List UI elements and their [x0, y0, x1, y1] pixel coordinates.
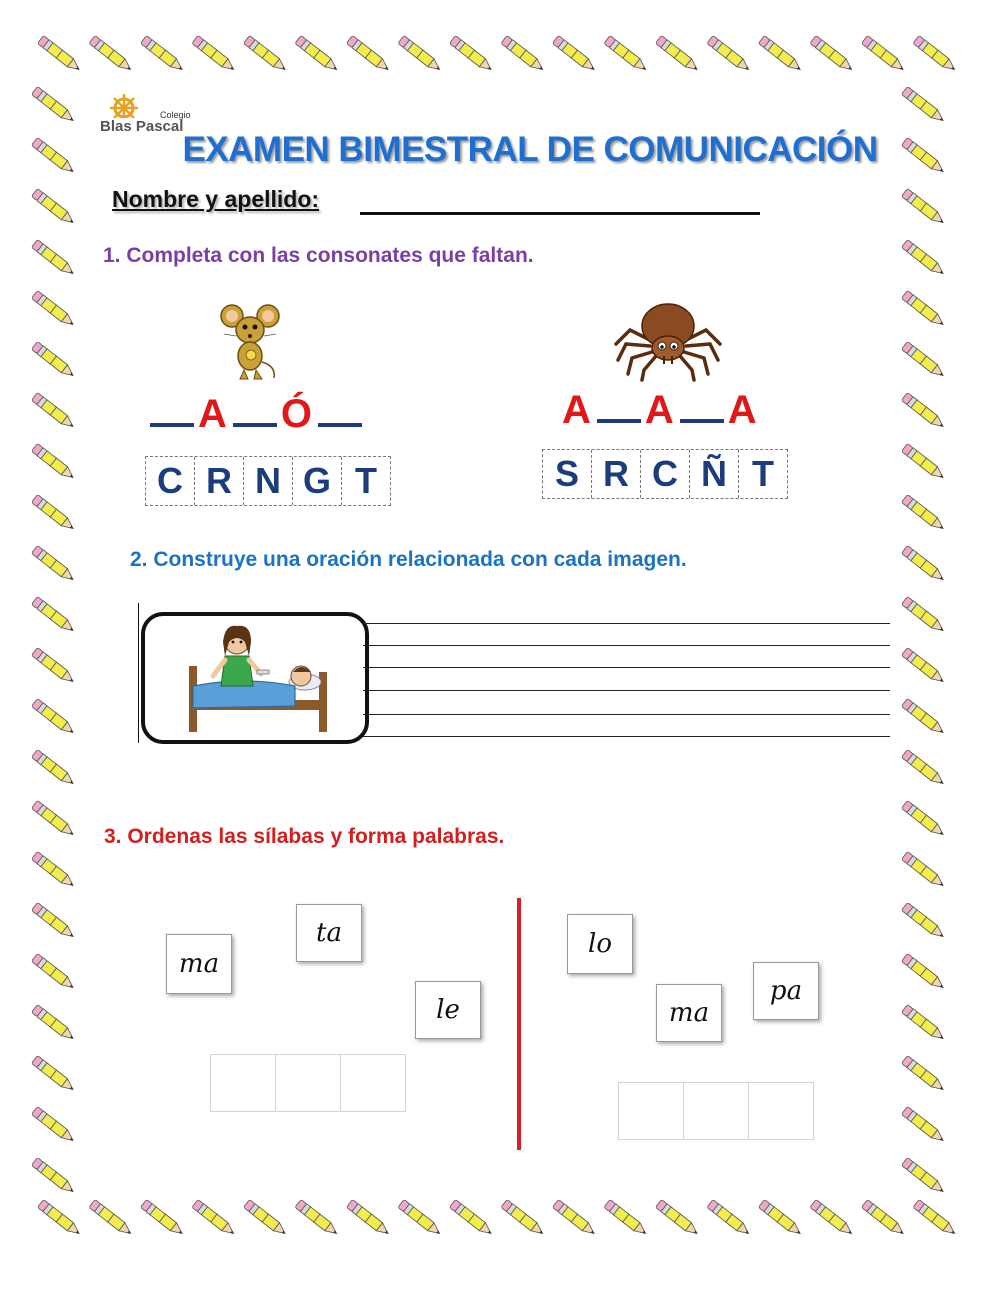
pencil-icon [901, 341, 946, 379]
pencil-icon [901, 1157, 946, 1195]
syllable-card[interactable]: pa [753, 962, 819, 1020]
pencil-icon [192, 1199, 237, 1237]
pencil-icon [707, 35, 752, 73]
pencil-icon [192, 35, 237, 73]
answer-boxes-1 [210, 1054, 405, 1112]
pencil-icon [31, 596, 76, 634]
pencil-icon [31, 647, 76, 685]
syllable-card[interactable]: le [415, 981, 481, 1039]
pencil-icon [655, 1199, 700, 1237]
letter-tile[interactable]: R [195, 457, 244, 505]
visible-letter: Ó [280, 392, 315, 436]
pencil-icon [901, 494, 946, 532]
letter-tile[interactable]: T [752, 453, 774, 494]
pencil-icon [89, 1199, 134, 1237]
pencil-icon [37, 1199, 82, 1237]
pencil-icon [31, 1106, 76, 1144]
letter-tile[interactable]: G [293, 457, 342, 505]
word-pattern-1 [146, 392, 366, 437]
pencil-icon [31, 851, 76, 889]
pencil-icon [552, 1199, 597, 1237]
pencil-icon [901, 1055, 946, 1093]
pencil-icon [901, 953, 946, 991]
spider-image [612, 300, 724, 382]
pencil-icon [901, 749, 946, 787]
pencil-icon [901, 647, 946, 685]
pencil-icon [901, 545, 946, 583]
picture-frame [141, 612, 369, 744]
visible-letter: A [644, 388, 676, 432]
letter-blank[interactable] [233, 395, 277, 427]
pencil-icon [31, 239, 76, 277]
pencil-icon [901, 698, 946, 736]
pencil-icon [449, 1199, 494, 1237]
answer-box[interactable] [683, 1082, 749, 1140]
pencil-icon [31, 443, 76, 481]
pencil-icon [295, 1199, 340, 1237]
answer-box[interactable] [340, 1054, 406, 1112]
pencil-icon [501, 1199, 546, 1237]
pencil-icon [901, 443, 946, 481]
pencil-icon [31, 494, 76, 532]
pencil-icon [901, 1004, 946, 1042]
pencil-icon [901, 851, 946, 889]
pencil-icon [604, 1199, 649, 1237]
writing-line[interactable] [363, 736, 890, 737]
pencil-icon [901, 596, 946, 634]
pencil-icon [243, 1199, 288, 1237]
answer-box[interactable] [618, 1082, 684, 1140]
name-input-line[interactable] [360, 212, 760, 215]
pencil-icon [901, 902, 946, 940]
visible-letter: A [562, 388, 593, 432]
letter-tile[interactable]: C [641, 450, 690, 498]
girl-feeding-sick-child-image [145, 616, 365, 740]
word-pattern-2 [562, 388, 759, 433]
letter-tiles-2 [542, 449, 788, 499]
answer-box[interactable] [275, 1054, 341, 1112]
pencil-icon [31, 698, 76, 736]
letter-tile[interactable]: T [355, 460, 377, 501]
pencil-icon [140, 35, 185, 73]
question-2-instruction: 2. Construye una oración relacionada con cada imagen. [130, 548, 687, 571]
name-label: Nombre y apellido: [112, 186, 320, 212]
pencil-icon [31, 137, 76, 175]
question-1-instruction: 1. Completa con las consonates que faltan. [103, 244, 534, 267]
logo-school-name: Blas Pascal [100, 118, 184, 135]
pencil-icon [31, 953, 76, 991]
pencil-icon [295, 35, 340, 73]
pencil-icon [901, 239, 946, 277]
pencil-icon [31, 86, 76, 124]
pencil-icon [31, 545, 76, 583]
pencil-icon [346, 1199, 391, 1237]
pencil-icon [31, 749, 76, 787]
pencil-icon [449, 35, 494, 73]
pencil-icon [901, 86, 946, 124]
pencil-icon [31, 188, 76, 226]
pencil-icon [31, 290, 76, 328]
letter-blank[interactable] [680, 391, 724, 423]
writing-line[interactable] [363, 645, 890, 646]
pencil-icon [901, 1106, 946, 1144]
pencil-icon [901, 392, 946, 430]
question-3-instruction: 3. Ordenas las sílabas y forma palabras. [104, 825, 505, 848]
pencil-icon [31, 902, 76, 940]
pencil-icon [552, 35, 597, 73]
pencil-icon [810, 35, 855, 73]
pencil-icon [31, 1055, 76, 1093]
letter-blank[interactable] [597, 391, 641, 423]
syllable-card[interactable]: lo [567, 914, 633, 974]
pencil-icon [89, 35, 134, 73]
pencil-icon [861, 1199, 906, 1237]
visible-letter: A [727, 388, 759, 432]
syllable-card[interactable]: ta [296, 904, 362, 962]
pencil-icon [604, 35, 649, 73]
pencil-icon [707, 1199, 752, 1237]
answer-boxes-2 [618, 1082, 813, 1140]
pencil-icon [913, 35, 958, 73]
mouse-image [218, 300, 282, 382]
pencil-icon [810, 1199, 855, 1237]
letter-blank[interactable] [318, 395, 362, 427]
letter-tile[interactable]: S [543, 450, 592, 498]
pencil-icon [243, 35, 288, 73]
pencil-icon [901, 290, 946, 328]
logo-school-label: Colegio [160, 110, 191, 120]
exam-title: EXAMEN BIMESTRAL DE COMUNICACIÓN [182, 130, 878, 169]
pencil-icon [655, 35, 700, 73]
letter-tile[interactable]: N [244, 457, 293, 505]
section-divider [517, 898, 521, 1150]
answer-box[interactable] [748, 1082, 814, 1140]
answer-box[interactable] [210, 1054, 276, 1112]
writing-area-left-line [138, 603, 139, 743]
writing-line[interactable] [363, 690, 890, 691]
ship-wheel-icon [104, 92, 144, 118]
pencil-icon [31, 1157, 76, 1195]
syllable-card[interactable]: ma [166, 934, 232, 994]
writing-line[interactable] [363, 667, 890, 668]
pencil-icon [861, 35, 906, 73]
pencil-icon [346, 35, 391, 73]
letter-tile[interactable]: R [592, 450, 641, 498]
pencil-icon [31, 800, 76, 838]
pencil-icon [31, 341, 76, 379]
pencil-icon [501, 35, 546, 73]
pencil-icon [758, 1199, 803, 1237]
writing-line[interactable] [363, 714, 890, 715]
pencil-icon [140, 1199, 185, 1237]
visible-letter: A [198, 392, 229, 436]
letter-blank[interactable] [150, 395, 194, 427]
letter-tile[interactable]: Ñ [690, 450, 739, 498]
letter-tile[interactable]: C [146, 457, 195, 505]
pencil-icon [31, 1004, 76, 1042]
pencil-icon [398, 35, 443, 73]
pencil-icon [31, 392, 76, 430]
writing-line[interactable] [363, 623, 890, 624]
pencil-icon [901, 800, 946, 838]
pencil-icon [37, 35, 82, 73]
pencil-icon [913, 1199, 958, 1237]
letter-tiles-1 [145, 456, 391, 506]
syllable-card[interactable]: ma [656, 984, 722, 1042]
pencil-icon [758, 35, 803, 73]
pencil-icon [901, 188, 946, 226]
pencil-icon [398, 1199, 443, 1237]
